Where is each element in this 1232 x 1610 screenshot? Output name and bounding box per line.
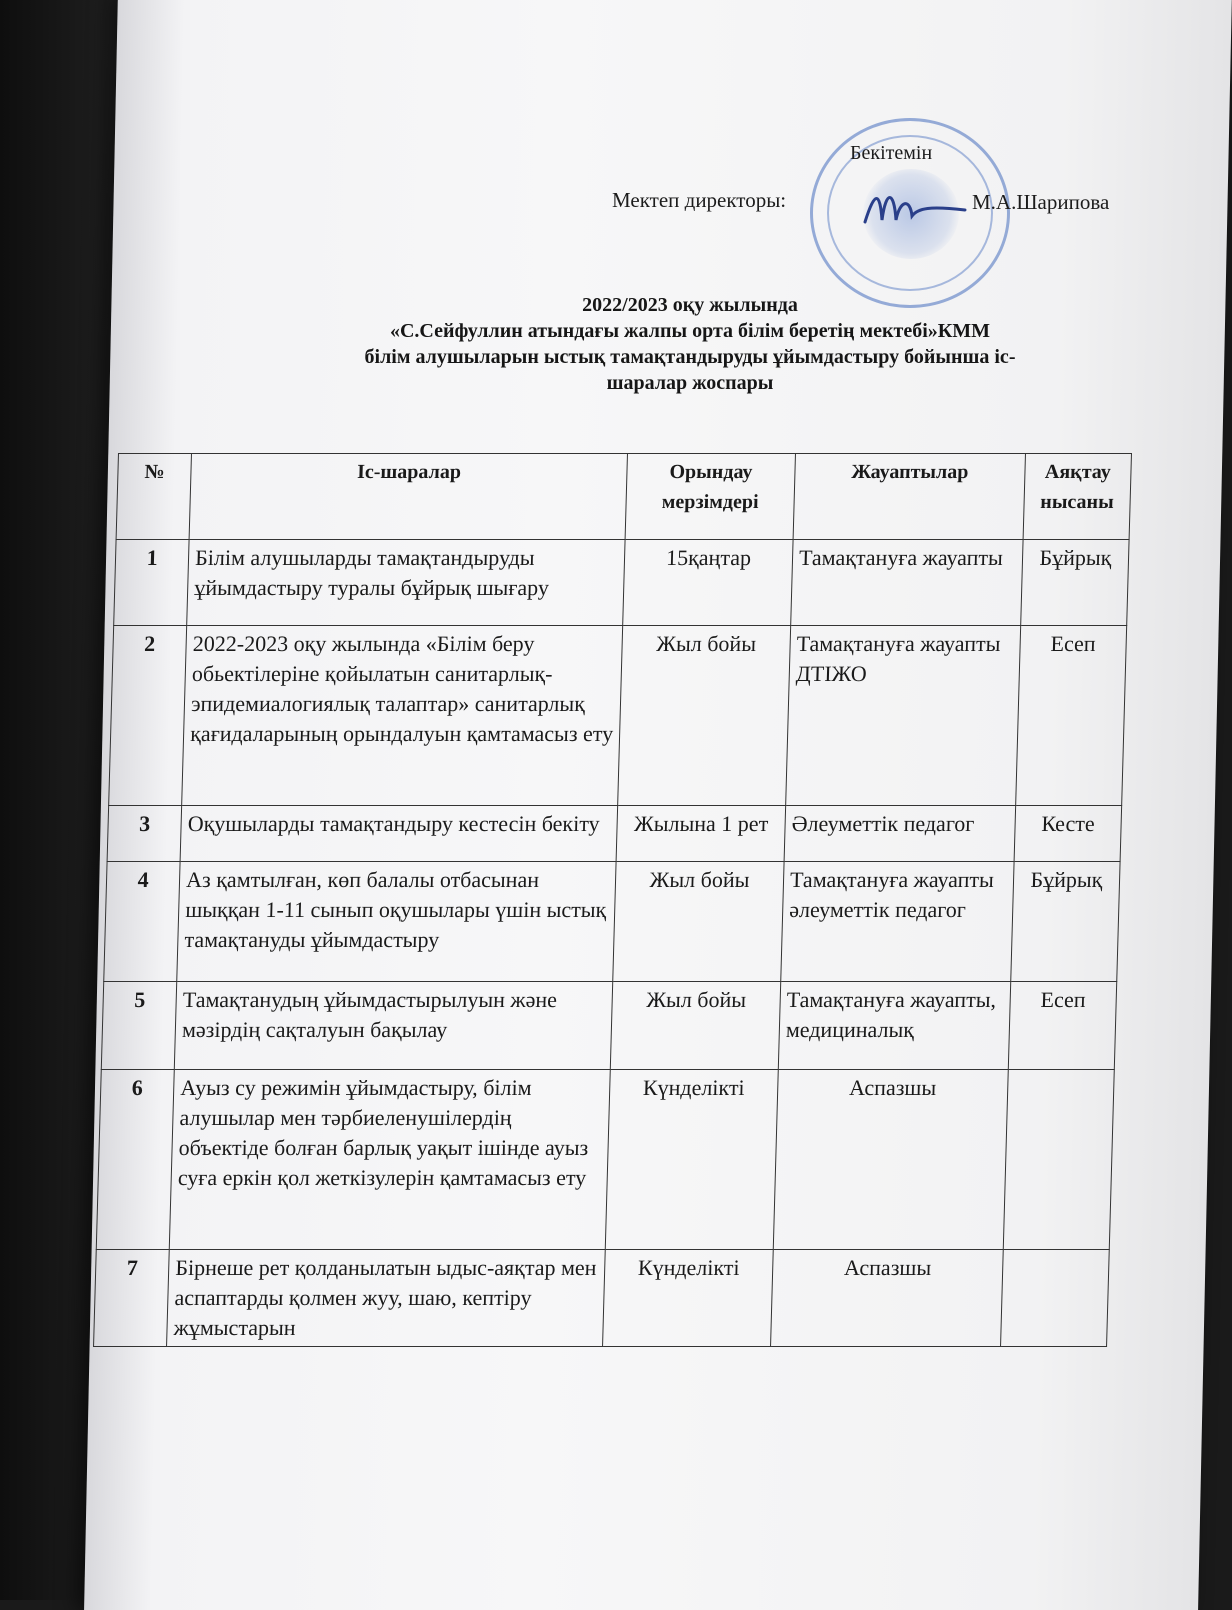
row-num: 1 bbox=[114, 540, 190, 626]
activity-plan-table bbox=[93, 453, 1132, 1347]
title-line: «С.Сейфуллин атындағы жалпы орта білім беретің мектебі»КММ bbox=[389, 320, 991, 342]
header-activity: Іс-шаралар bbox=[189, 454, 627, 540]
row-document bbox=[1003, 1070, 1114, 1250]
row-activity: Білім алушыларды тамақтандыруды ұйымдастыру туралы бұйрық шығару bbox=[187, 540, 625, 626]
row-responsible: Аспазшы bbox=[773, 1070, 1008, 1250]
table-row bbox=[104, 862, 1120, 982]
row-responsible: Тамақтануға жауапты bbox=[791, 540, 1023, 626]
row-deadline: 15қаңтар bbox=[623, 540, 793, 626]
table-row bbox=[96, 1070, 1114, 1250]
row-deadline: Жыл бойы bbox=[618, 626, 791, 806]
row-responsible: Әлеуметтік педагог bbox=[784, 806, 1015, 862]
row-deadline: Жыл бойы bbox=[613, 862, 784, 982]
row-responsible: Тамақтануға жауапты, медициналық bbox=[778, 982, 1010, 1070]
title-line: білім алушыларын ыстық тамақтандыруды ұйымдастыру бойынша іс- bbox=[364, 346, 1016, 368]
table-header-row bbox=[116, 454, 1131, 540]
row-deadline: Жыл бойы bbox=[610, 982, 780, 1070]
header-document: Аяқтау нысаны bbox=[1023, 454, 1132, 540]
row-activity: Тамақтанудың ұйымдастырылуын және мәзірдің сақталуын бақылау bbox=[174, 982, 612, 1070]
table-row bbox=[114, 540, 1129, 626]
title-line: 2022/2023 оқу жылында bbox=[582, 294, 798, 316]
row-deadline: Күнделікті bbox=[603, 1250, 774, 1347]
row-document: Бұйрық bbox=[1011, 862, 1121, 982]
row-num: 7 bbox=[94, 1250, 170, 1347]
header-num: № bbox=[116, 454, 192, 540]
table-row bbox=[94, 1250, 1110, 1347]
row-document: Кесте bbox=[1014, 806, 1122, 862]
row-responsible: Тамақтануға жауапты әлеуметтік педагог bbox=[781, 862, 1014, 982]
header-responsible: Жауаптылар bbox=[793, 454, 1025, 540]
row-num: 5 bbox=[101, 982, 177, 1070]
document-title bbox=[250, 292, 1130, 396]
row-activity: Оқушыларды тамақтандыру кестесін бекіту bbox=[180, 806, 617, 862]
table-row bbox=[109, 626, 1127, 806]
row-activity: Аз қамтылған, көп балалы отбасынан шыққан 1-11 сынып оқушылары үшін ыстық тамақтануды ұйымдастыру bbox=[177, 862, 616, 982]
row-num: 4 bbox=[104, 862, 181, 982]
row-document: Бұйрық bbox=[1021, 540, 1130, 626]
row-responsible: Аспазшы bbox=[771, 1250, 1004, 1347]
row-document: Есеп bbox=[1008, 982, 1117, 1070]
row-responsible: Тамақтануға жауапты ДТІЖО bbox=[786, 626, 1021, 806]
row-document bbox=[1000, 1250, 1109, 1347]
director-position: Мектеп директоры: bbox=[612, 188, 787, 212]
row-deadline: Күнделікті bbox=[605, 1070, 778, 1250]
row-num: 6 bbox=[96, 1070, 174, 1250]
table-row bbox=[101, 982, 1116, 1070]
row-document: Есеп bbox=[1015, 626, 1126, 806]
row-num: 2 bbox=[109, 626, 187, 806]
director-signature bbox=[860, 180, 970, 240]
header-deadline: Орындау мерзімдері bbox=[625, 454, 795, 540]
approval-label: Бекітемін bbox=[850, 142, 933, 164]
row-activity: Бірнеше рет қолданылатын ыдыс-аяқтар мен аспаптарды қолмен жуу, шаю, кептіру жұмыстарын bbox=[167, 1250, 606, 1347]
table-row bbox=[107, 806, 1122, 862]
row-activity: 2022-2023 оқу жылында «Білім беру обьектілеріне қойылатын санитарлық-эпидемиалогиялық талаптар» санитарлық қағидаларының орындалуын қамтамасыз ету bbox=[182, 626, 623, 806]
row-num: 3 bbox=[107, 806, 182, 862]
row-deadline: Жылына 1 рет bbox=[616, 806, 786, 862]
director-name: М.А.Шарипова bbox=[972, 190, 1110, 214]
row-activity: Ауыз су режимін ұйымдастыру, білім алушылар мен тәрбиеленушілердің объектіде болған барлық уақыт ішінде ауыз суға еркін қол жеткізулерін қамтамасыз ету bbox=[169, 1070, 610, 1250]
title-line: шаралар жоспары bbox=[606, 372, 774, 394]
